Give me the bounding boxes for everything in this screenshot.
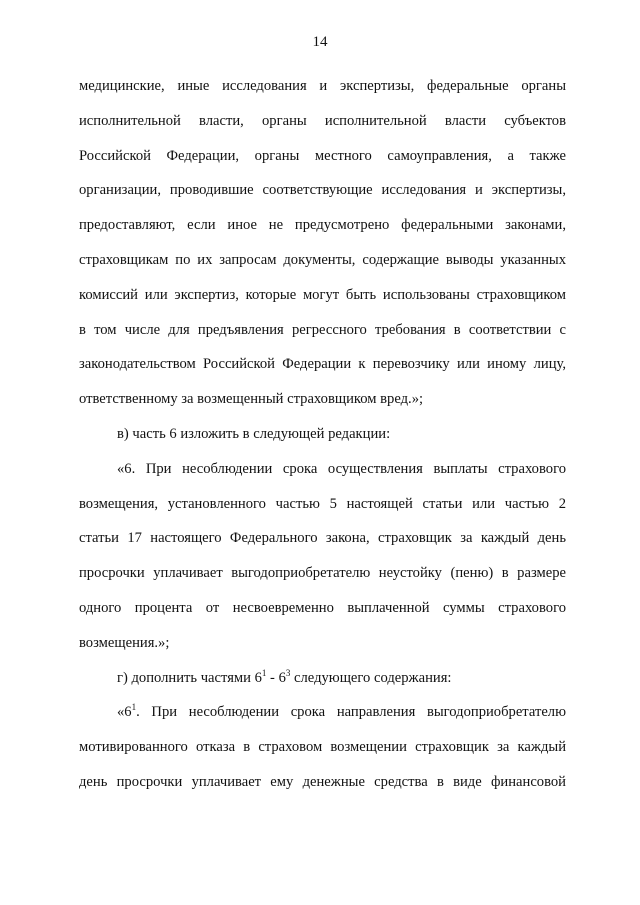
- superscript: 1: [131, 702, 137, 713]
- text-line: просрочки уплачивает выгодоприобретателю неустойку (пеню) в размере: [79, 565, 566, 582]
- text-line: одного процента от несвоевременно выплаченной суммы страхового: [79, 599, 566, 616]
- text-line: предоставляют, если иное не предусмотрено федеральными законами,: [79, 217, 566, 234]
- page-number: 14: [312, 34, 328, 50]
- text-line: мотивированного отказа в страховом возмещении страховщик за каждый: [79, 739, 566, 756]
- text-fragment: - 6: [266, 669, 286, 686]
- text-fragment: «6: [117, 704, 132, 721]
- text-line: [79, 695, 566, 730]
- text-line: в) часть 6 изложить в следующей редакции:: [117, 425, 391, 442]
- text-line: исполнительной власти, органы исполнительной власти субъектов: [79, 112, 566, 129]
- text-line: организации, проводившие соответствующие исследования и экспертизы,: [79, 182, 566, 199]
- text-line: статьи 17 настоящего Федерального закона, страховщик за каждый день: [79, 530, 566, 547]
- paragraph-add-parts: [79, 661, 566, 696]
- paragraph-part-6-heading: [79, 417, 566, 452]
- document-body: [79, 69, 566, 800]
- text-line: «6. При несоблюдении срока осуществления выплаты страхового: [117, 460, 566, 477]
- text-line: возмещения, установленного частью 5 настоящей статьи или частью 2: [79, 495, 566, 512]
- text-line: в том числе для предъявления регрессного требования в соответствии с: [79, 321, 566, 338]
- text-fragment: г) дополнить частями 6: [117, 669, 262, 686]
- text-fragment: . При несоблюдении срока направления выгодоприобретателю: [136, 704, 566, 721]
- superscript: 1: [261, 667, 267, 678]
- paragraph-part-6-text: [79, 452, 566, 661]
- text-line: законодательством Российской Федерации к перевозчику или иному лицу,: [79, 356, 566, 373]
- text-line: комиссий или экспертиз, которые могут быть использованы страховщиком: [79, 286, 566, 303]
- superscript: 3: [285, 667, 291, 678]
- paragraph-part-6-1: [79, 695, 566, 799]
- text-line: [79, 661, 566, 696]
- text-line: Российской Федерации, органы местного самоуправления, а также: [79, 147, 566, 164]
- text-line: страховщикам по их запросам документы, содержащие выводы указанных: [79, 251, 566, 268]
- text-fragment: следующего содержания:: [290, 669, 452, 686]
- text-line: день просрочки уплачивает ему денежные средства в виде финансовой: [79, 773, 566, 790]
- text-line: возмещения.»;: [79, 634, 170, 651]
- paragraph-research-documents: [79, 69, 566, 417]
- text-line: медицинские, иные исследования и экспертизы, федеральные органы: [79, 78, 566, 94]
- text-line: ответственному за возмещенный страховщиком вред.»;: [79, 391, 424, 408]
